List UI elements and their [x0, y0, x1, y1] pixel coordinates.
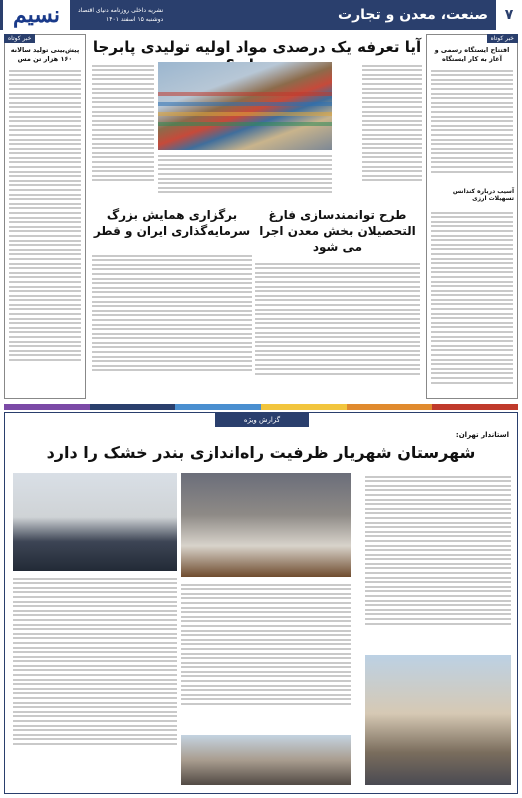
sub-story-1-title: طرح توانمندسازی فارغ التحصیلان بخش معدن اجرا می شود — [259, 208, 416, 254]
right-column-title: افتتاح ایستگاه رسمی و آغاز به کار ایستگاه — [434, 46, 510, 63]
special-report-text-right — [365, 473, 511, 653]
right-column-body-2 — [427, 206, 517, 406]
tagline: نشریه داخلی روزنامه دنیای اقتصاد — [78, 7, 164, 14]
special-report-title: شهرستان شهریار ظرفیت راه‌اندازی بندر خشک را دارد — [46, 443, 476, 462]
right-column-tag: خبر کوتاه — [487, 34, 518, 43]
sub-story-2-title: برگزاری همایش بزرگ سرمایه‌گذاری ایران و قطر — [93, 208, 251, 238]
container-port-photo — [158, 62, 332, 150]
right-column-body-1 — [427, 64, 517, 184]
header-meta — [78, 6, 163, 24]
sub-story-1-text — [255, 260, 420, 398]
right-news-column — [426, 34, 518, 399]
color-segment — [347, 404, 433, 410]
special-report-tag: گزارش ویژه — [215, 413, 309, 427]
color-segment — [175, 404, 261, 410]
special-report-text-middle — [181, 581, 351, 731]
color-segment — [261, 404, 347, 410]
sub-story-2-text — [92, 252, 252, 398]
logo-mark: نسیم — [12, 2, 61, 28]
special-report-kicker: استاندار تهران: — [455, 431, 509, 439]
main-story-text-center — [158, 152, 332, 202]
right-column-subtitle: آسیب درباره کندانس تسهیلات ارزی — [452, 188, 514, 202]
page-number: ۷ — [496, 0, 522, 30]
left-column-tag: خبر کوتاه — [4, 34, 35, 43]
main-story-title: آیا تعرفه یک درصدی مواد اولیه تولیدی پابرجا — [92, 38, 422, 56]
page-header — [0, 0, 522, 30]
special-report — [4, 412, 518, 794]
left-column-body — [5, 64, 85, 389]
logo — [0, 0, 70, 30]
special-report-text-left — [13, 575, 177, 785]
section-title: صنعت، معدن و تجارت — [338, 7, 488, 23]
left-column-title: پیش‌بینی تولید سالانه ۱۶۰ هزار تن مس — [10, 46, 80, 63]
color-segment — [90, 404, 176, 410]
left-news-column — [4, 34, 86, 399]
ribbon-cutting-photo — [365, 655, 511, 785]
speaker-podium-photo — [181, 473, 351, 577]
color-segment — [432, 404, 518, 410]
group-visit-photo — [181, 735, 351, 785]
decorative-color-bar — [4, 404, 518, 410]
color-segment — [4, 404, 90, 410]
conference-hall-photo — [13, 473, 177, 571]
main-story-text-left — [92, 62, 154, 202]
header-bar — [70, 0, 496, 30]
main-story-text-right — [362, 62, 422, 202]
date-line: دوشنبه ۱۵ اسفند ۱۴۰۱ — [106, 16, 164, 23]
